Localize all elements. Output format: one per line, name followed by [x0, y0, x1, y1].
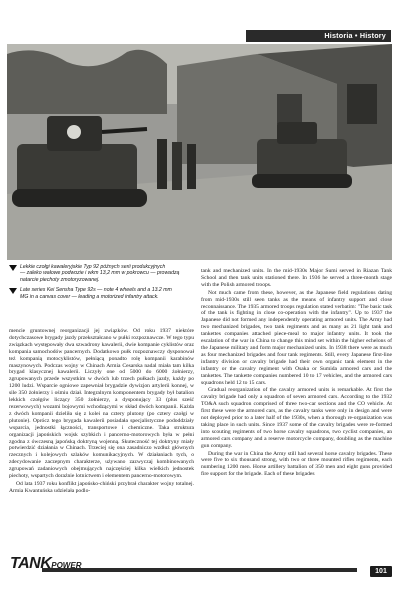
caption-pl-line-2: — zaleko wałowe podwozie i wkm 13,2 mm w pokrowcu — prowadzą [20, 270, 180, 277]
english-text-column [201, 268, 392, 479]
caption-en-line-1: Late series Kei Sensha Type 92s — note 4 wheels and a 13.2 mm [20, 287, 172, 294]
caption-en-line-2: MG in a canvas cover — leading a motorized infantry attack. [20, 293, 159, 300]
photo-tanks-village [7, 44, 392, 260]
logo-sub: POWER [51, 561, 82, 570]
magazine-logo [10, 555, 81, 579]
paragraph: tank and mechanized units. In the mid-1930s Major Sumi served in Riazan Tank School and then tank units stationed there. In 1936 he served a three-month stage with the Polish armored troops. [201, 268, 392, 288]
paragraph: Not much came from these, however, as the Japanese field regulations dating from mid-1930s still seen tanks as the means of infantry support and close reconnaissance. The 1935 armored troops regulation stated verbatim: "The basic task of the tank is fighting in close co-operation with the infantry". Up to 1937 the Japanese did not formed any independently operating armored units. The Army had two mechanized brigades, two tank regiments and as many as 21 light tank and tankettes companies attached piece-meal to major infantry units. It took the escalation of the war in China to change this mind set within the higher echelons of the Japanese military and form major mechanized units. In 1938 there were as much as four mechanized brigades and four tank regiments. Still, every Japanese first-line infantry division or cavalry brigade had their own organic tank element in the infantry or the cavalry regiment with Osaka or Sumida armored cars and the tankettes. The tankette companies numbered 10 to 17 vehicles, and the armored cars squadrons held 12 to 15 cars. [201, 289, 392, 386]
logo-main: TANK [10, 555, 52, 572]
section-header: Historia • History [324, 31, 386, 40]
paragraph: Gradual reorganization of the cavalry armored units is remarkable. At first the cavalry brigade had only a squadron of seven armored cars. According to the 1932 TO&A such squadron comprised of three two-car sections and the CO vehicle. At first these were the armored cars, as the cavalry tanks were only in design and were not deployed prior to a later half of the 1930s, when a thorough re-organization was taking place in such units. Since 1937 some of the cavalry brigades were re-formed into scouting regiments of two horse cavalry squadrons, two cyclist companies, an armored cars company and a reserve motorcycle company, doubling as the machine gun company. [201, 387, 392, 449]
caption-pl-line-1: Lekkie czołgi kawaleryjskie Typ 92 późnych serii produkcyjnych [20, 264, 166, 270]
paragraph: Od lata 1937 roku konflikt japońsko-chiński przybrał charakter wojny totalnej. Armia Kwantuńska udzielała podlo- [9, 480, 194, 494]
paragraph: mencie gruntownej reorganizacji jej związków. Od roku 1937 niektóre dotychczasowe brygady jazdy przekształcano w pułki rozpoznawcze. W tego typu związkach występowały dwa szwadrony kawalerii, dwie kompanie cyklistów oraz kompania samochodów pancernych. Dodatkowo pułk rozpoznawczy dysponował też kompanią motocyklistów, pełniącą ponadto rolę kompanii karabinów maszynowych. Podczas wojny w Chinach Armia Cesarska nadal miała tam kilka brygad klasycznej kawalerii. Liczyły one od 5000 do 6000 żołnierzy, zgrupowanych przede wszystkim w dwóch lub trzech pułkach jazdy, każdy po 1200 ludzi. Wsparcie ogniowe zapewniał brygadzie dywizjon artylerii konnej, w sile 350 żołnierzy i ośmiu dział. Integralnym komponentem brygady był batalion lekkich czołgów liczący 350 żołnierzy, a dysponujący 33 (plus sześć rezerwowych) wozami bojowymi wchodzącymi w skład dwóch kompanii. Każda z dwóch kompanii dzieliła się z kolei na cztery plutony (po cztery czołgi w plutonie). Oprócz tego brygada kawalerii posiadała specjalistyczne pododdziały wsparcia, jednostki łączności, transportowe i chemiczne. Taka struktura organizacji japońskich wojsk szybkich i pancerno-motorowych była w pełni zgodna z ówczesną japońską doktryną wojenną. Skuteczność tej doktryny miały potwierdzić działania w Chinach. Trzeciej się ona zasadniczo wzdłuż głównych rzecznych i kolejowych szlaków komunikacyjnych. W działaniach tych, o zdecydowanie zaczepnym charakterze, używano zazwyczaj kombinowanych zgrupowań zadaniowych obejmujących najczęściej kilka wielkich jednostek piechoty, wspartych doraźnie lotnictwem i elementem pancerno-motorowym. [9, 328, 194, 480]
caption-marker-icon [9, 288, 17, 294]
paragraph: During the war in China the Army still had several horse cavalry brigades. These were five to six thousand strong, with two or three mounted rifles regiments, each numbering 1200 men. Horse artillery battalion of 350 men and eight guns provided fire support for the brigade. Each of these brigades [201, 450, 392, 478]
footer-rule [42, 568, 357, 572]
caption-marker-icon [9, 265, 17, 271]
polish-text-column [9, 328, 194, 496]
page-number: 101 [370, 566, 392, 577]
caption-pl-line-3: natarcie piechoty zmotoryzowanej. [20, 276, 100, 283]
photo-caption [20, 264, 210, 300]
